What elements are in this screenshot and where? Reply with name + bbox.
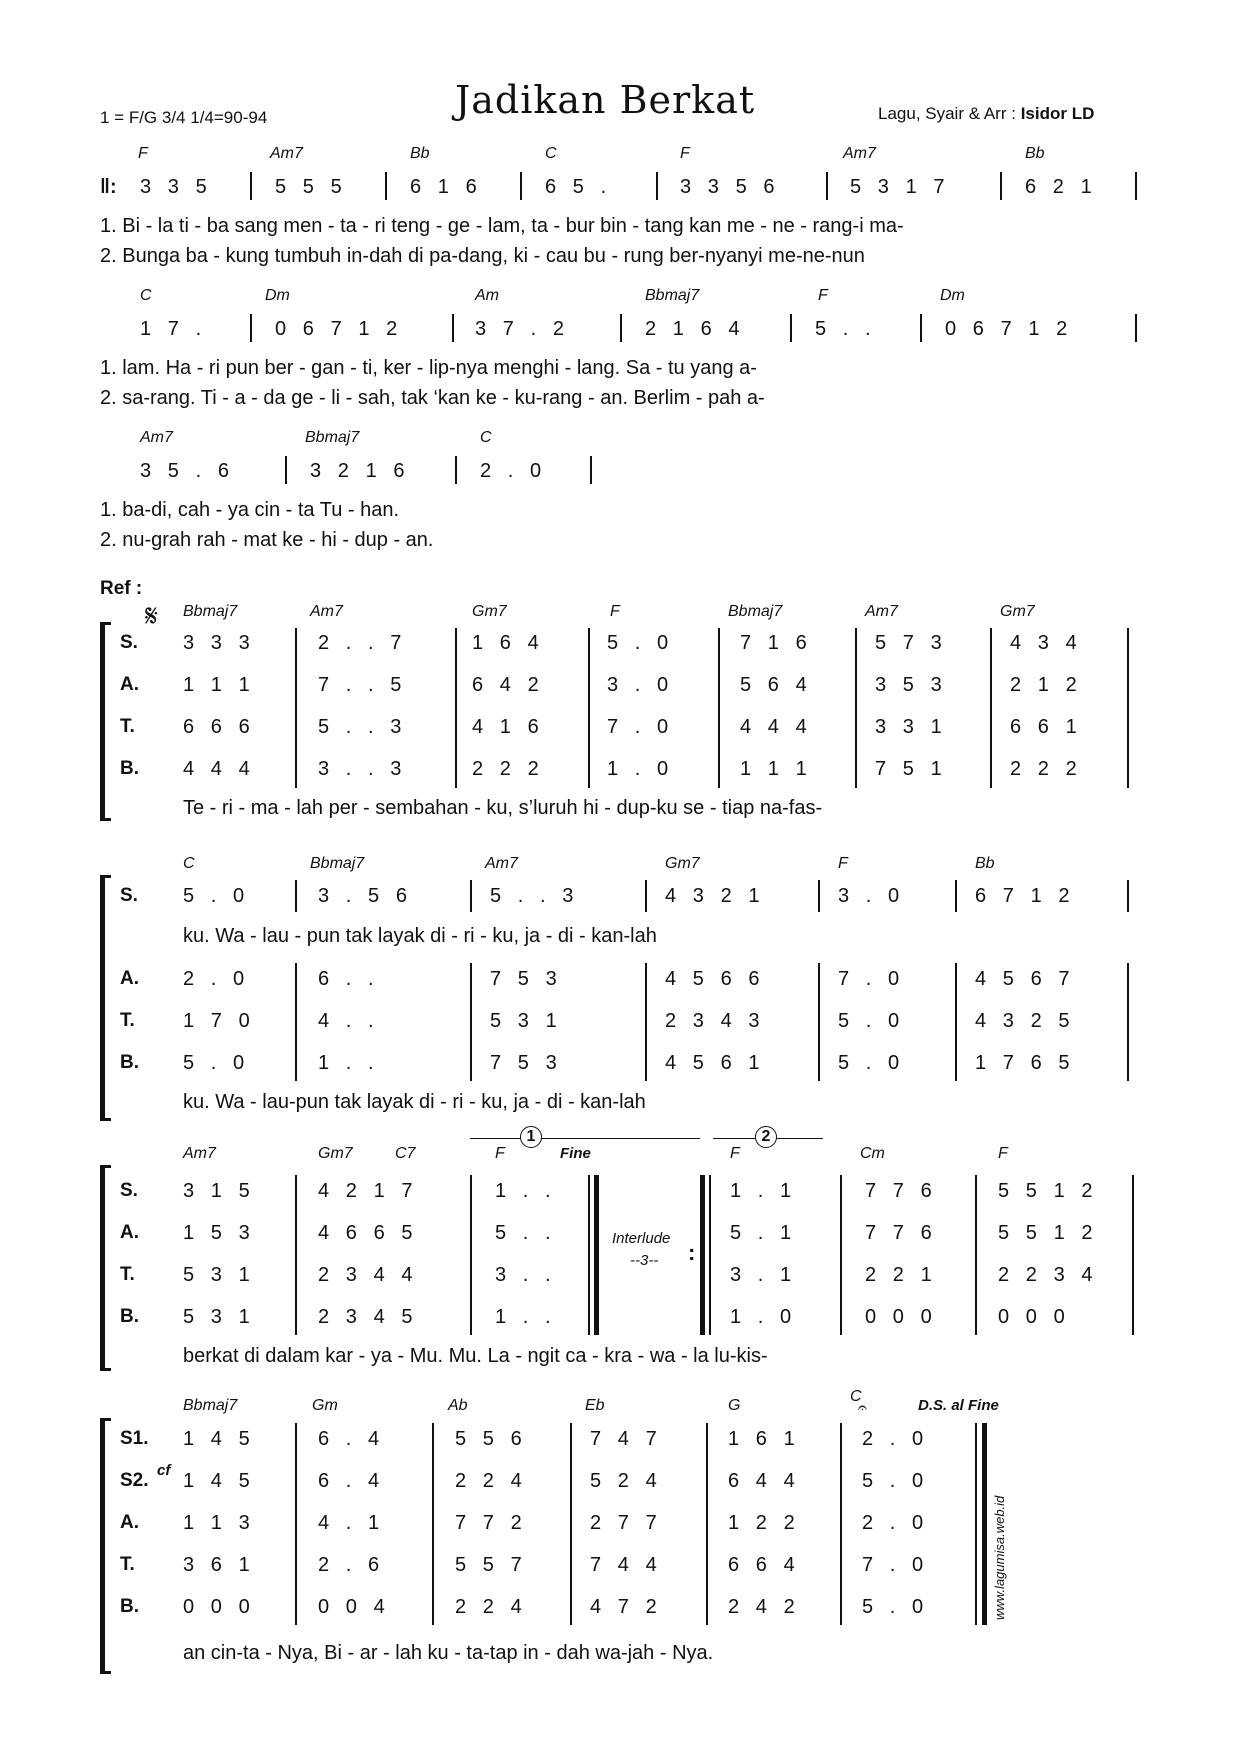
barline	[955, 880, 957, 912]
chord: Am7	[865, 603, 898, 620]
key-tempo: 1 = F/G 3/4 1/4=90-94	[100, 108, 268, 127]
voice-label-a: A.	[120, 1222, 139, 1243]
measure: 1 . .	[495, 1180, 551, 1202]
chord: Bb	[975, 855, 995, 872]
chord: Gm7	[318, 1145, 353, 1162]
chord: C7	[395, 1145, 416, 1162]
measure: 2 . 0	[183, 968, 245, 990]
barline	[295, 1175, 297, 1335]
measure: 1 5 3	[183, 1222, 250, 1244]
chord: Bbmaj7	[183, 1397, 238, 1414]
measure: 4 3 2 1	[665, 885, 760, 907]
chord: Bbmaj7	[183, 603, 238, 620]
barline	[295, 628, 297, 788]
measure: 2 4 2	[728, 1596, 795, 1618]
interlude-count: --3--	[630, 1252, 659, 1269]
measure: 2 2 2	[472, 758, 539, 780]
barline	[709, 1175, 711, 1335]
barline	[975, 1423, 977, 1625]
measure: 3 5 3	[875, 674, 942, 696]
measure: 1 1 1	[183, 674, 250, 696]
measure: 1 4 5	[183, 1428, 250, 1450]
voice-label-a: A.	[120, 968, 139, 989]
barline	[1132, 1175, 1134, 1335]
chord: Eb	[585, 1397, 605, 1414]
measure: 7 5 3	[490, 968, 557, 990]
measure: 5 . . 3	[318, 716, 402, 738]
voice-label-t: T.	[120, 1554, 135, 1575]
measure: 4 5 6 1	[665, 1052, 760, 1074]
measure: 2 2 2	[1010, 758, 1077, 780]
measure: 1 6 4	[472, 632, 539, 654]
chord: C	[140, 287, 152, 304]
measure: 2 3 4 4	[318, 1264, 413, 1286]
measure: 3 2 1 6	[310, 460, 405, 482]
barline	[1127, 880, 1129, 912]
voice-label-s1: S1.	[120, 1428, 149, 1449]
volta-number-2: 2	[755, 1126, 777, 1148]
measure: 5 . 0	[183, 1052, 245, 1074]
measure: 1 . 0	[730, 1306, 792, 1328]
final-barline	[594, 1175, 599, 1335]
voice-label-s2: S2.	[120, 1470, 149, 1491]
measure: 5 . . 3	[490, 885, 574, 907]
chord: Bbmaj7	[305, 429, 360, 446]
barline	[588, 628, 590, 788]
measure: 4 2 1 7	[318, 1180, 413, 1202]
measure: 2 3 4 3	[665, 1010, 760, 1032]
measure: 7 . 0	[862, 1554, 924, 1576]
ds-al-fine: D.S. al Fine	[918, 1397, 999, 1414]
measure: 3 . 1	[730, 1264, 792, 1286]
measure: 2 2 4	[455, 1596, 522, 1618]
chord: F	[680, 145, 690, 162]
measure: 5 3 1 7	[850, 176, 945, 198]
barline	[452, 314, 454, 342]
barline	[620, 314, 622, 342]
credit	[878, 104, 1094, 124]
measure: 2 2 3 4	[998, 1264, 1093, 1286]
chord: Bbmaj7	[645, 287, 700, 304]
cf-marking: cf	[157, 1462, 171, 1479]
measure: 6 6 4	[728, 1554, 795, 1576]
barline	[818, 963, 820, 1081]
lyrics: berkat di dalam kar - ya - Mu. Mu. La - ngit ca - kra - wa - la lu-kis-	[183, 1345, 768, 1367]
measure: 2 2 1	[865, 1264, 932, 1286]
measure: 5 . 0	[838, 1010, 900, 1032]
measure: 5 . 0	[838, 1052, 900, 1074]
measure: 4 4 4	[740, 716, 807, 738]
measure: 4 7 2	[590, 1596, 657, 1618]
lyrics-verse-2: 2. Bunga ba - kung tumbuh in-dah di pa-dang, ki - cau bu - rung ber-nyanyi me-ne-nun	[100, 245, 865, 267]
barline	[590, 456, 592, 484]
barline	[295, 880, 297, 912]
measure: 3 . 0	[607, 674, 669, 696]
barline	[1127, 963, 1129, 1081]
lyrics: Te - ri - ma - lah per - sembahan - ku, s’luruh hi - dup-ku se - tiap na-fas-	[183, 797, 823, 819]
measure: 1 7 6 5	[975, 1052, 1070, 1074]
measure: 5 . 0	[607, 632, 669, 654]
chord: Bbmaj7	[310, 855, 365, 872]
refrain-label: Ref :	[100, 578, 143, 599]
measure: 0 6 7 1 2	[275, 318, 398, 340]
volta-number-1: 1	[520, 1126, 542, 1148]
measure: 7 5 1	[875, 758, 942, 780]
barline	[990, 628, 992, 788]
barline	[855, 628, 857, 788]
credit-prefix: Lagu, Syair & Arr :	[878, 104, 1021, 123]
voice-label-t: T.	[120, 1264, 135, 1285]
measure: 4 3 4	[1010, 632, 1077, 654]
lyrics: an cin-ta - Nya, Bi - ar - lah ku - ta-tap in - dah wa-jah - Nya.	[183, 1642, 714, 1664]
measure: 4 . .	[318, 1010, 374, 1032]
system-bracket	[100, 875, 111, 1121]
repeat-barline	[700, 1175, 705, 1335]
barline	[1135, 172, 1137, 200]
measure: 7 7 2	[455, 1512, 522, 1534]
barline	[470, 880, 472, 912]
measure: 3 3 5 6	[680, 176, 775, 198]
measure: 3 3 5	[140, 176, 207, 198]
lyrics-verse-2: 2. nu-grah rah - mat ke - hi - dup - an.	[100, 529, 434, 551]
chord: Gm	[312, 1397, 338, 1414]
measure: 4 6 6 5	[318, 1222, 413, 1244]
measure: 5 5 7	[455, 1554, 522, 1576]
measure: 1 7 .	[140, 318, 202, 340]
measure: 1 . 1	[730, 1180, 792, 1202]
measure: 6 5 .	[545, 176, 607, 198]
chord: F	[730, 1145, 740, 1162]
measure: 7 7 6	[865, 1180, 932, 1202]
measure: 1 4 5	[183, 1470, 250, 1492]
measure: 2 . 0	[862, 1512, 924, 1534]
chord: C	[545, 145, 557, 162]
measure: 1 . .	[318, 1052, 374, 1074]
measure: 2 . 0	[480, 460, 542, 482]
chord: F	[495, 1145, 505, 1162]
barline	[520, 172, 522, 200]
chord: Bbmaj7	[728, 603, 783, 620]
measure: 1 . .	[495, 1306, 551, 1328]
measure: 4 3 2 5	[975, 1010, 1070, 1032]
measure: 6 6 6	[183, 716, 250, 738]
barline	[706, 1423, 708, 1625]
system-bracket	[100, 1418, 111, 1674]
measure: 2 . 6	[318, 1554, 380, 1576]
measure: 5 3 1	[490, 1010, 557, 1032]
voice-label-s: S.	[120, 885, 138, 906]
barline	[295, 963, 297, 1081]
system-bracket	[100, 622, 111, 821]
chord: F	[138, 145, 148, 162]
measure: 0 0 4	[318, 1596, 385, 1618]
credit-name: Isidor LD	[1020, 104, 1095, 123]
measure: 6 . 4	[318, 1470, 380, 1492]
fine-marking: Fine	[560, 1145, 591, 1162]
chord: F	[610, 603, 620, 620]
barline	[818, 880, 820, 912]
measure: 1 . 0	[607, 758, 669, 780]
barline	[470, 1175, 472, 1335]
chord: F	[838, 855, 848, 872]
measure: 5 . 0	[862, 1596, 924, 1618]
barline	[432, 1423, 434, 1625]
chord: F	[998, 1145, 1008, 1162]
measure: 3 7 . 2	[475, 318, 564, 340]
chord: C	[183, 855, 195, 872]
measure: 3 6 1	[183, 1554, 250, 1576]
chord: C	[850, 1388, 862, 1405]
measure: 5 7 3	[875, 632, 942, 654]
measure: 5 5 1 2	[998, 1222, 1093, 1244]
barline	[1135, 314, 1137, 342]
barline	[470, 963, 472, 1081]
measure: 7 4 4	[590, 1554, 657, 1576]
barline	[840, 1423, 842, 1625]
measure: 5 5 5	[275, 176, 342, 198]
voice-label-a: A.	[120, 674, 139, 695]
barline	[250, 314, 252, 342]
voice-label-s: S.	[120, 1180, 138, 1201]
measure: 3 . . 3	[318, 758, 402, 780]
measure: 7 . 0	[607, 716, 669, 738]
measure: 6 4 4	[728, 1470, 795, 1492]
measure: 2 7 7	[590, 1512, 657, 1534]
measure: 5 . .	[495, 1222, 551, 1244]
lyrics-verse-1: 1. lam. Ha - ri pun ber - gan - ti, ker - lip-nya menghi - lang. Sa - tu yang a-	[100, 357, 757, 379]
chord: Dm	[940, 287, 965, 304]
chord: Ab	[448, 1397, 468, 1414]
chord: Cm	[860, 1145, 885, 1162]
measure: 2 3 4 5	[318, 1306, 413, 1328]
barline	[920, 314, 922, 342]
measure: 6 6 1	[1010, 716, 1077, 738]
measure: 4 1 6	[472, 716, 539, 738]
measure: 3 . .	[495, 1264, 551, 1286]
measure: 0 0 0	[183, 1596, 250, 1618]
chord: Am7	[310, 603, 343, 620]
barline	[588, 1175, 590, 1335]
measure: 5 3 1	[183, 1306, 250, 1328]
barline	[645, 880, 647, 912]
measure: 7 . . 5	[318, 674, 402, 696]
measure: 6 . .	[318, 968, 374, 990]
barline	[718, 628, 720, 788]
barline	[790, 314, 792, 342]
lyrics-soprano: ku. Wa - lau - pun tak layak di - ri - ku, ja - di - kan-lah	[183, 925, 657, 947]
measure: 2 2 4	[455, 1470, 522, 1492]
chord: Am7	[183, 1145, 216, 1162]
lyrics-verse-1: 1. ba-di, cah - ya cin - ta Tu - han.	[100, 499, 400, 521]
measure: 7 7 6	[865, 1222, 932, 1244]
barline	[385, 172, 387, 200]
chord: Am7	[270, 145, 303, 162]
measure: 7 4 7	[590, 1428, 657, 1450]
measure: 4 5 6 7	[975, 968, 1070, 990]
measure: 4 . 1	[318, 1512, 380, 1534]
voice-label-a: A.	[120, 1512, 139, 1533]
measure: 3 . 0	[838, 885, 900, 907]
repeat-end: :	[688, 1240, 696, 1265]
chord: Gm7	[665, 855, 700, 872]
repeat-start: ‖:	[100, 176, 117, 198]
measure: 3 3 1	[875, 716, 942, 738]
measure: 7 1 6	[740, 632, 807, 654]
barline	[455, 456, 457, 484]
lyrics-atb: ku. Wa - lau-pun tak layak di - ri - ku, ja - di - kan-lah	[183, 1091, 646, 1113]
chord: G	[728, 1397, 741, 1414]
chord: Am7	[485, 855, 518, 872]
measure: 5 5 6	[455, 1428, 522, 1450]
barline	[295, 1423, 297, 1625]
measure: 6 4 2	[472, 674, 539, 696]
measure: 5 5 1 2	[998, 1180, 1093, 1202]
measure: 4 5 6 6	[665, 968, 760, 990]
barline	[455, 628, 457, 788]
measure: 6 . 4	[318, 1428, 380, 1450]
voice-label-t: T.	[120, 716, 135, 737]
measure: 1 6 1	[728, 1428, 795, 1450]
system-bracket	[100, 1165, 111, 1371]
song-title: Jadikan Berkat	[455, 78, 756, 122]
barline	[955, 963, 957, 1081]
segno-icon: 𝄋	[145, 600, 158, 633]
measure: 0 0 0	[998, 1306, 1065, 1328]
measure: 3 1 5	[183, 1180, 250, 1202]
measure: 3 3 3	[183, 632, 250, 654]
barline	[570, 1423, 572, 1625]
measure: 2 . . 7	[318, 632, 402, 654]
voice-label-b: B.	[120, 1306, 139, 1327]
barline	[1000, 172, 1002, 200]
measure: 6 2 1	[1025, 176, 1092, 198]
measure: 4 4 4	[183, 758, 250, 780]
barline	[250, 172, 252, 200]
measure: 5 . 1	[730, 1222, 792, 1244]
fermata-icon: 𝄐	[858, 1400, 867, 1417]
barline	[1127, 628, 1129, 788]
measure: 1 7 0	[183, 1010, 250, 1032]
measure: 3 . 5 6	[318, 885, 407, 907]
chord: Dm	[265, 287, 290, 304]
measure: 5 . 0	[183, 885, 245, 907]
measure: 2 1 2	[1010, 674, 1077, 696]
barline	[645, 963, 647, 1081]
chord: Am7	[140, 429, 173, 446]
measure: 5 2 4	[590, 1470, 657, 1492]
measure: 1 1 3	[183, 1512, 250, 1534]
watermark: www.lagumisa.web.id	[992, 1495, 1007, 1620]
chord: C	[480, 429, 492, 446]
measure: 1 2 2	[728, 1512, 795, 1534]
measure: 2 1 6 4	[645, 318, 740, 340]
chord: Bb	[1025, 145, 1045, 162]
voice-label-b: B.	[120, 1596, 139, 1617]
measure: 0 6 7 1 2	[945, 318, 1068, 340]
barline	[840, 1175, 842, 1335]
chord: F	[818, 287, 828, 304]
measure: 7 . 0	[838, 968, 900, 990]
voice-label-b: B.	[120, 758, 139, 779]
barline	[285, 456, 287, 484]
measure: 6 7 1 2	[975, 885, 1070, 907]
chord: Am7	[843, 145, 876, 162]
lyrics-verse-2: 2. sa-rang. Ti - a - da ge - li - sah, tak ‘kan ke - ku-rang - an. Berlim - pah a-	[100, 387, 765, 409]
final-barline	[982, 1423, 987, 1625]
lyrics-verse-1: 1. Bi - la ti - ba sang men - ta - ri teng - ge - lam, ta - bur bin - tang kan me - ne - rang-i ma-	[100, 215, 904, 237]
voice-label-s: S.	[120, 632, 138, 653]
interlude-label: Interlude	[612, 1230, 671, 1247]
measure: 0 0 0	[865, 1306, 932, 1328]
measure: 2 . 0	[862, 1428, 924, 1450]
barline	[975, 1175, 977, 1335]
measure: 7 5 3	[490, 1052, 557, 1074]
measure: 3 5 . 6	[140, 460, 229, 482]
measure: 5 . .	[815, 318, 871, 340]
measure: 6 1 6	[410, 176, 477, 198]
chord: Am	[475, 287, 499, 304]
chord: Bb	[410, 145, 430, 162]
chord: Gm7	[1000, 603, 1035, 620]
voice-label-b: B.	[120, 1052, 139, 1073]
measure: 5 6 4	[740, 674, 807, 696]
measure: 1 1 1	[740, 758, 807, 780]
chord: Gm7	[472, 603, 507, 620]
barline	[656, 172, 658, 200]
voice-label-t: T.	[120, 1010, 135, 1031]
measure: 5 3 1	[183, 1264, 250, 1286]
barline	[826, 172, 828, 200]
measure: 5 . 0	[862, 1470, 924, 1492]
